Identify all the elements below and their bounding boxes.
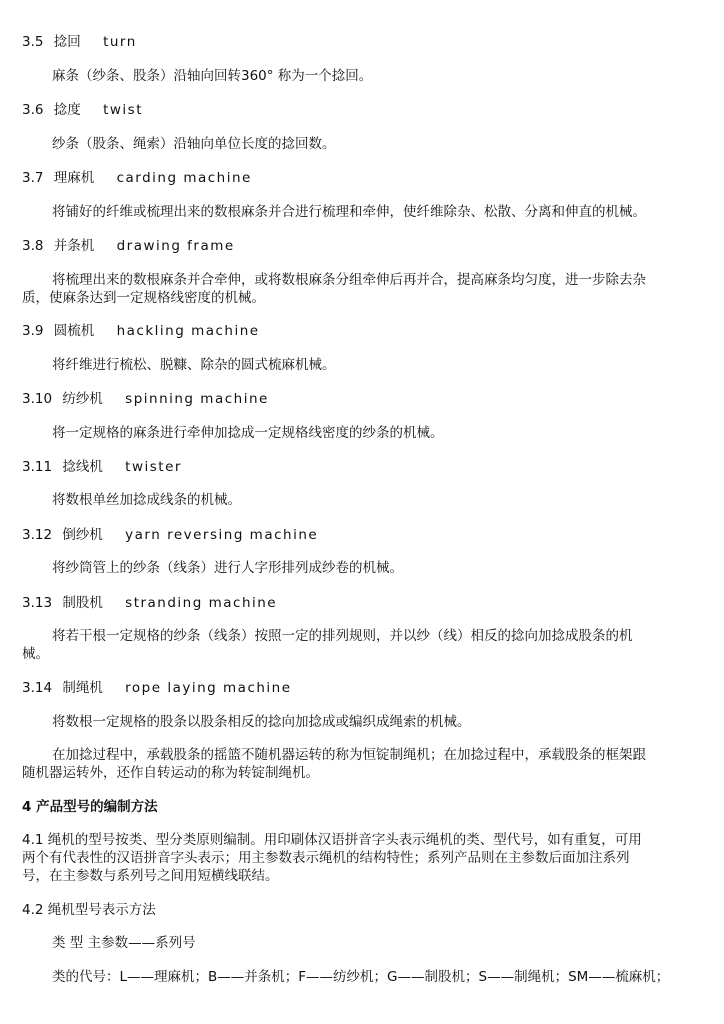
term-chinese: 并条机: [53, 238, 95, 254]
term-chinese: 理麻机: [53, 170, 95, 186]
term-chinese: 圆梳机: [53, 323, 95, 339]
clause-4-1-line3: 号，在主参数与系列号之间用短横线联结。: [22, 868, 279, 884]
class-code-list: 类的代号：L——理麻机；B——并条机；F——纺纱机；G——制股机；S——制绳机；SM——梳麻机；: [52, 969, 670, 985]
section-number: 3.9: [22, 323, 44, 339]
section-number: 3.12: [22, 527, 53, 543]
term-heading-3-8: [22, 237, 235, 255]
clause-4-1-line2: 两个有代表性的汉语拼音字头表示；用主参数表示绳机的结构特性；系列产品则在主参数后面加注系列: [22, 850, 630, 866]
term-heading-3-14: [22, 679, 292, 697]
term-english: twister: [125, 459, 182, 475]
term-heading-3-12: [22, 526, 318, 544]
section-number: 3.10: [22, 391, 53, 407]
term-chinese: 捻线机: [62, 459, 103, 475]
term-heading-3-5: [22, 33, 137, 51]
term-chinese: 捻度: [53, 102, 81, 118]
section-number: 3.6: [22, 102, 44, 118]
term-heading-3-9: [22, 322, 260, 340]
section-number: 3.13: [22, 595, 53, 611]
term-definition-3-12: 将纱筒管上的纱条（线条）进行人字形排列成纱卷的机械。: [52, 560, 403, 576]
term-heading-3-7: [22, 169, 252, 187]
term-definition-3-10: 将一定规格的麻条进行牵伸加捻成一定规格线密度的纱条的机械。: [52, 425, 444, 441]
term-definition-3-6: 纱条（股条、绳索）沿轴向单位长度的捻回数。: [52, 136, 336, 152]
term-definition-3-14: 将数根一定规格的股条以股条相反的捻向加捻成或编织成绳索的机械。: [52, 714, 471, 730]
term-definition-3-13-line1: 将若干根一定规格的纱条（线条）按照一定的排列规则，并以纱（线）相反的捻向加捻成股条的机: [52, 628, 633, 644]
term-chinese: 纺纱机: [62, 391, 103, 407]
model-format-pattern: 类 型 主参数——系列号: [52, 935, 196, 951]
term-definition-3-11: 将数根单丝加捻成线条的机械。: [52, 492, 241, 508]
term-note-3-14-line1: 在加捻过程中，承载股条的摇篮不随机器运转的称为恒锭制绳机；在加捻过程中，承载股条的框架跟: [52, 747, 646, 763]
section-number: 3.5: [22, 34, 44, 50]
term-heading-3-13: [22, 594, 277, 612]
term-chinese: 捻回: [53, 34, 81, 50]
term-definition-3-5: 麻条（纱条、股条）沿轴向回转360° 称为一个捻回。: [52, 68, 373, 84]
term-chinese: 制绳机: [62, 680, 103, 696]
term-english: carding machine: [116, 170, 252, 186]
clause-4-2-heading: 4.2 绳机型号表示方法: [22, 902, 156, 918]
term-definition-3-7: 将铺好的纤维或梳理出来的数根麻条并合进行梳理和牵伸，使纤维除杂、松散、分离和伸直的机械。: [52, 204, 646, 220]
term-english: spinning machine: [125, 391, 269, 407]
term-heading-3-10: [22, 390, 269, 408]
term-definition-3-9: 将纤维进行梳松、脱糠、除杂的圆式梳麻机械。: [52, 357, 336, 373]
term-definition-3-8-line1: 将梳理出来的数根麻条并合牵伸，或将数根麻条分组牵伸后再并合，提高麻条均匀度，进一步除去杂: [52, 272, 646, 288]
section-number: 3.11: [22, 459, 53, 475]
term-english: yarn reversing machine: [125, 527, 319, 543]
term-heading-3-6: [22, 101, 143, 119]
term-english: hackling machine: [116, 323, 260, 339]
term-english: turn: [103, 34, 137, 50]
term-english: rope laying machine: [125, 680, 292, 696]
term-note-3-14-line2: 随机器运转外，还作自转运动的称为转锭制绳机。: [22, 765, 319, 781]
term-definition-3-8-line2: 质，使麻条达到一定规格线密度的机械。: [22, 290, 265, 306]
term-english: drawing frame: [116, 238, 235, 254]
term-definition-3-13-line2: 械。: [22, 646, 49, 662]
section-number: 3.14: [22, 680, 53, 696]
term-english: stranding machine: [125, 595, 278, 611]
clause-4-1-line1: 4.1 绳机的型号按类、型分类原则编制。用印刷体汉语拼音字头表示绳机的类、型代号，如有重复，可用: [22, 832, 642, 848]
term-chinese: 倒纱机: [62, 527, 103, 543]
term-heading-3-11: [22, 458, 182, 476]
term-english: twist: [103, 102, 143, 118]
section-4-heading: 4 产品型号的编制方法: [22, 799, 158, 815]
section-number: 3.7: [22, 170, 44, 186]
term-chinese: 制股机: [62, 595, 103, 611]
section-number: 3.8: [22, 238, 44, 254]
